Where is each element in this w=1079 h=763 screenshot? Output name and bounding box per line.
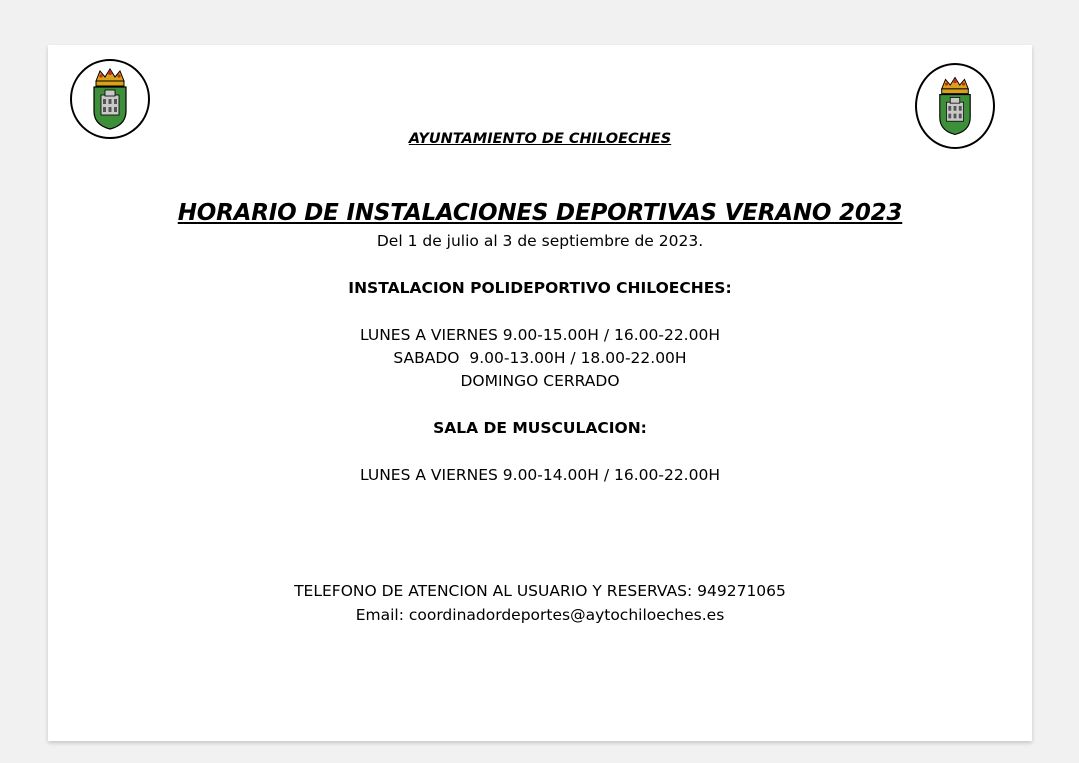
schedule-line-sunday: DOMINGO CERRADO: [460, 372, 620, 390]
schedule-line-weekdays: LUNES A VIERNES 9.00-15.00H / 16.00-22.00H: [360, 326, 720, 344]
municipal-crest-left: [70, 59, 150, 139]
crest-icon: [936, 75, 974, 137]
schedule-line-saturday: SABADO 9.00-13.00H / 18.00-22.00H: [393, 349, 687, 367]
document-page: [48, 45, 1032, 741]
schedule-line-weekdays-gym: LUNES A VIERNES 9.00-14.00H / 16.00-22.00H: [360, 466, 720, 484]
date-range: Del 1 de julio al 3 de septiembre de 2023.: [376, 232, 704, 250]
section-heading-polideportivo: INSTALACION POLIDEPORTIVO CHILOECHES:: [348, 279, 732, 297]
organization-name: AYUNTAMIENTO DE CHILOECHES: [408, 131, 672, 147]
contact-phone: TELEFONO DE ATENCION AL USUARIO Y RESERVAS: 949271065: [294, 582, 786, 600]
contact-email: Email: coordinadordeportes@aytochiloeches.es: [355, 606, 725, 624]
section-heading-musculacion: SALA DE MUSCULACION:: [433, 419, 647, 437]
page-title: HORARIO DE INSTALACIONES DEPORTIVAS VERANO 2023: [177, 200, 903, 226]
crest-icon: [90, 67, 130, 131]
